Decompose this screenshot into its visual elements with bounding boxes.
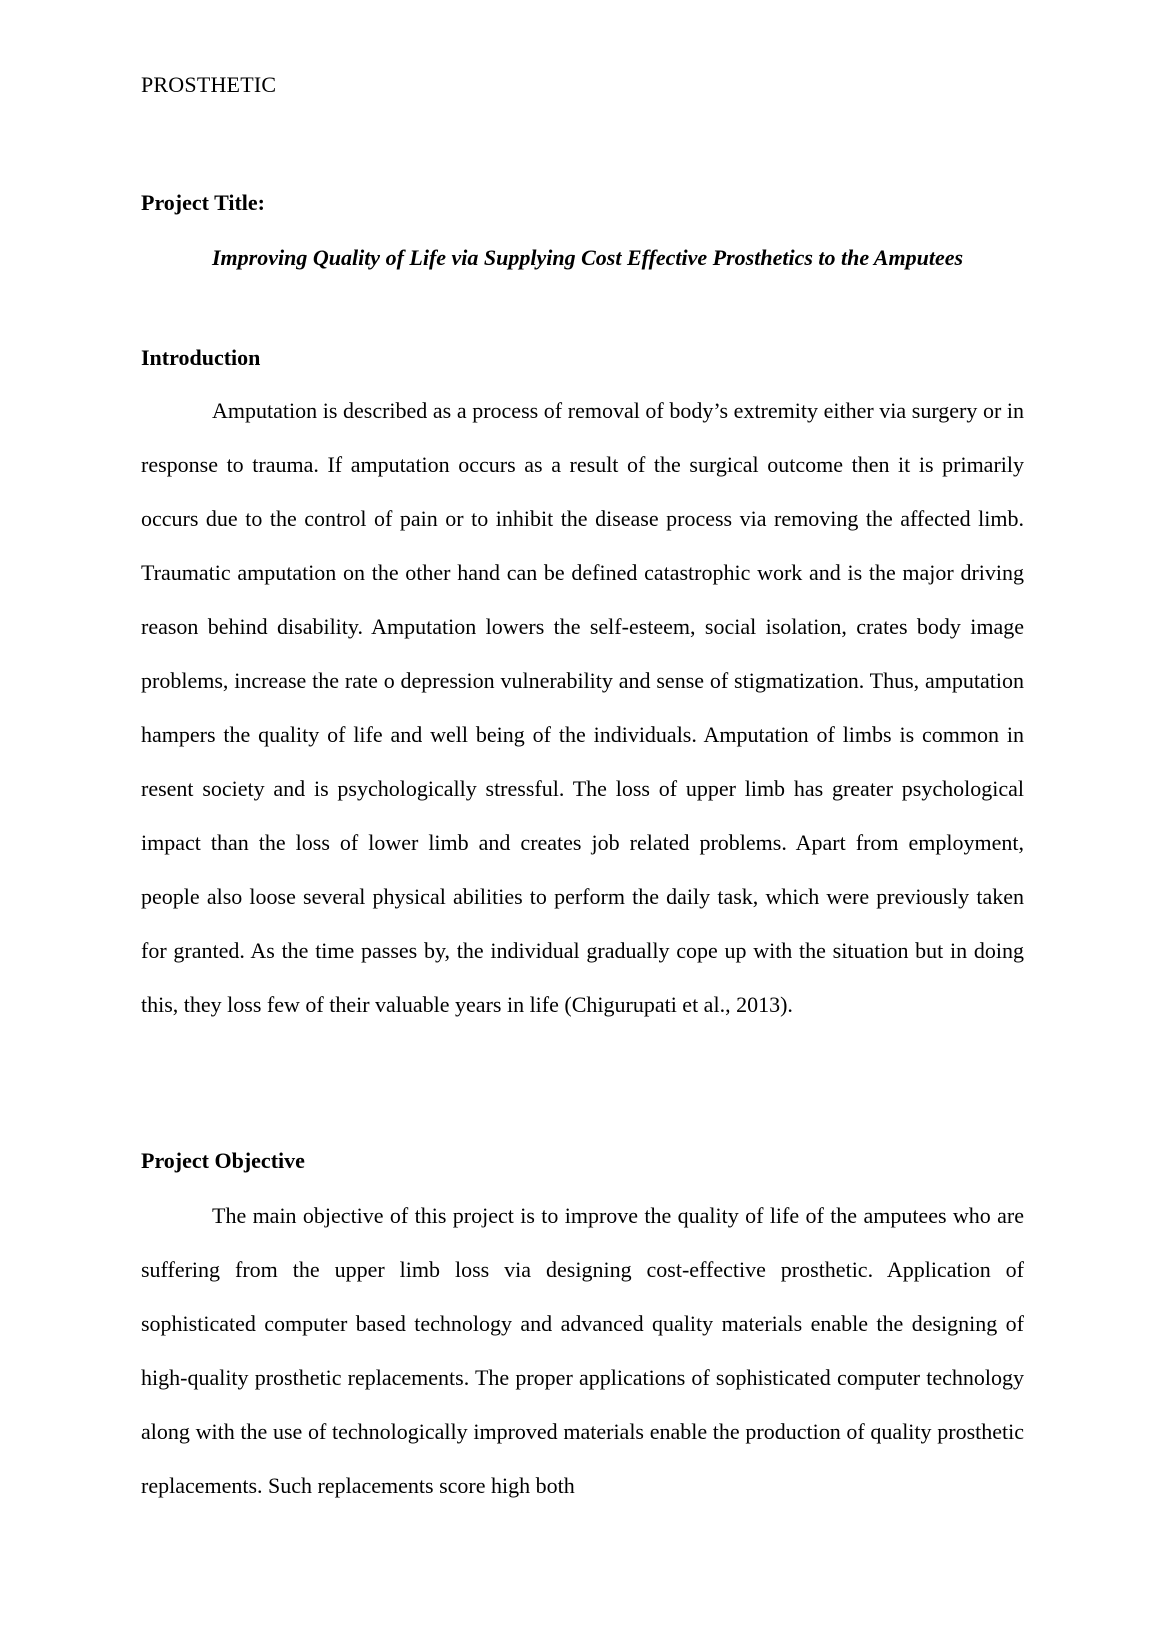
introduction-heading: Introduction bbox=[141, 345, 261, 370]
introduction-paragraph: Amputation is described as a process of removal of body’s extremity either via surgery or in response to trauma. If amputation occurs as a result of the surgical outcome then it is primarily occurs due to the control of pain or to inhibit the disease process via removing the affected limb. Traumatic amputation on the other hand can be defined catastrophic work and is the major driving reason behind disability. Amputation lowers the self-esteem, social isolation, crates body image problems, increase the rate o depression vulnerability and sense of stigmatization. Thus, amputation hampers the quality of life and well being of the individuals. Amputation of limbs is common in resent society and is psychologically stressful. The loss of upper limb has greater psychological impact than the loss of lower limb and creates job related problems. Apart from employment, people also loose several physical abilities to perform the daily task, which were previously taken for granted. As the time passes by, the individual gradually cope up with the situation but in doing this, they loss few of their valuable years in life (Chigurupati et al., 2013). bbox=[141, 398, 1024, 1017]
project-objective-paragraph: The main objective of this project is to improve the quality of life of the amputees who are suffering from the upper limb loss via designing cost-effective prosthetic. Application of sophisticated computer based technology and advanced quality materials enable the designing of high-quality prosthetic replacements. The proper applications of sophisticated computer technology along with the use of technologically improved materials enable the production of quality prosthetic replacements. Such replacements score high both bbox=[141, 1203, 1024, 1498]
project-title-label: Project Title: bbox=[141, 190, 266, 215]
running-head: PROSTHETIC bbox=[141, 72, 277, 97]
project-objective-heading: Project Objective bbox=[141, 1148, 305, 1173]
project-title: Improving Quality of Life via Supplying Cost Effective Prosthetics to the Amputees bbox=[212, 245, 964, 270]
